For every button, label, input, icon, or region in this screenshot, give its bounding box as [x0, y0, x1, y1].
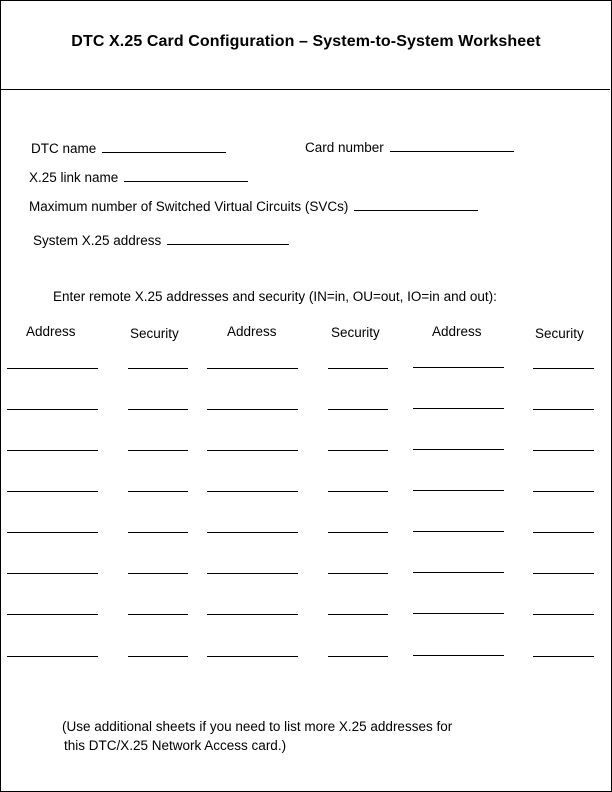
address-entry-line[interactable]	[413, 572, 504, 573]
max-svcs-field[interactable]	[354, 200, 478, 211]
column-header-address: Address	[26, 324, 76, 339]
security-entry-line[interactable]	[533, 491, 594, 492]
address-entry-line[interactable]	[413, 531, 504, 532]
link-name-label: X.25 link name	[29, 170, 119, 185]
system-address-label: System X.25 address	[33, 233, 162, 248]
link-name-row	[29, 170, 248, 185]
address-entry-line[interactable]	[413, 408, 504, 409]
system-address-field[interactable]	[167, 234, 289, 245]
security-entry-line[interactable]	[128, 532, 188, 533]
link-name-field[interactable]	[124, 171, 248, 182]
column-header-address: Address	[227, 324, 277, 339]
security-entry-line[interactable]	[328, 491, 388, 492]
address-entry-line[interactable]	[413, 490, 504, 491]
address-entry-line[interactable]	[7, 450, 98, 451]
address-entry-line[interactable]	[7, 614, 98, 615]
security-entry-line[interactable]	[533, 573, 594, 574]
address-entry-line[interactable]	[207, 409, 298, 410]
security-entry-line[interactable]	[328, 409, 388, 410]
card-number-label: Card number	[305, 140, 384, 155]
security-entry-line[interactable]	[128, 614, 188, 615]
security-entry-line[interactable]	[128, 409, 188, 410]
column-header-address: Address	[432, 324, 482, 339]
security-entry-line[interactable]	[328, 368, 388, 369]
security-entry-line[interactable]	[128, 573, 188, 574]
dtc-name-label: DTC name	[31, 141, 97, 156]
address-entry-line[interactable]	[413, 613, 504, 614]
security-entry-line[interactable]	[328, 614, 388, 615]
address-entry-line[interactable]	[7, 491, 98, 492]
security-entry-line[interactable]	[328, 532, 388, 533]
column-header-security: Security	[331, 325, 380, 340]
address-entry-line[interactable]	[207, 532, 298, 533]
security-entry-line[interactable]	[533, 614, 594, 615]
max-svcs-label: Maximum number of Switched Virtual Circuits (SVCs)	[29, 199, 349, 214]
security-entry-line[interactable]	[128, 491, 188, 492]
card-number-row	[305, 140, 514, 155]
column-header-security: Security	[130, 326, 179, 341]
address-entry-line[interactable]	[207, 491, 298, 492]
security-entry-line[interactable]	[533, 656, 594, 657]
address-entry-line[interactable]	[7, 409, 98, 410]
address-entry-line[interactable]	[7, 573, 98, 574]
dtc-name-field[interactable]	[102, 142, 226, 153]
security-entry-line[interactable]	[328, 656, 388, 657]
address-entry-line[interactable]	[413, 367, 504, 368]
instruction-text: Enter remote X.25 addresses and security (IN=in, OU=out, IO=in and out):	[53, 289, 497, 304]
max-svcs-row	[29, 199, 478, 214]
dtc-name-row	[31, 141, 226, 156]
footer-note	[62, 717, 452, 755]
security-entry-line[interactable]	[328, 450, 388, 451]
address-entry-line[interactable]	[413, 655, 504, 656]
address-entry-line[interactable]	[7, 368, 98, 369]
address-entry-line[interactable]	[207, 614, 298, 615]
security-entry-line[interactable]	[128, 450, 188, 451]
address-entry-line[interactable]	[207, 573, 298, 574]
address-entry-line[interactable]	[7, 532, 98, 533]
security-entry-line[interactable]	[128, 368, 188, 369]
security-entry-line[interactable]	[533, 409, 594, 410]
address-entry-line[interactable]	[207, 656, 298, 657]
security-entry-line[interactable]	[533, 532, 594, 533]
column-header-security: Security	[535, 326, 584, 341]
system-address-row	[33, 233, 289, 248]
security-entry-line[interactable]	[533, 368, 594, 369]
address-entry-line[interactable]	[413, 449, 504, 450]
footer-line-1: (Use additional sheets if you need to list more X.25 addresses for	[62, 719, 453, 734]
security-entry-line[interactable]	[533, 450, 594, 451]
page-title: DTC X.25 Card Configuration – System-to-System Worksheet	[71, 33, 541, 50]
card-number-field[interactable]	[390, 141, 514, 152]
address-entry-line[interactable]	[207, 368, 298, 369]
address-entry-line[interactable]	[7, 656, 98, 657]
security-entry-line[interactable]	[328, 573, 388, 574]
security-entry-line[interactable]	[128, 656, 188, 657]
footer-line-2: this DTC/X.25 Network Access card.)	[64, 738, 287, 753]
address-entry-line[interactable]	[207, 450, 298, 451]
